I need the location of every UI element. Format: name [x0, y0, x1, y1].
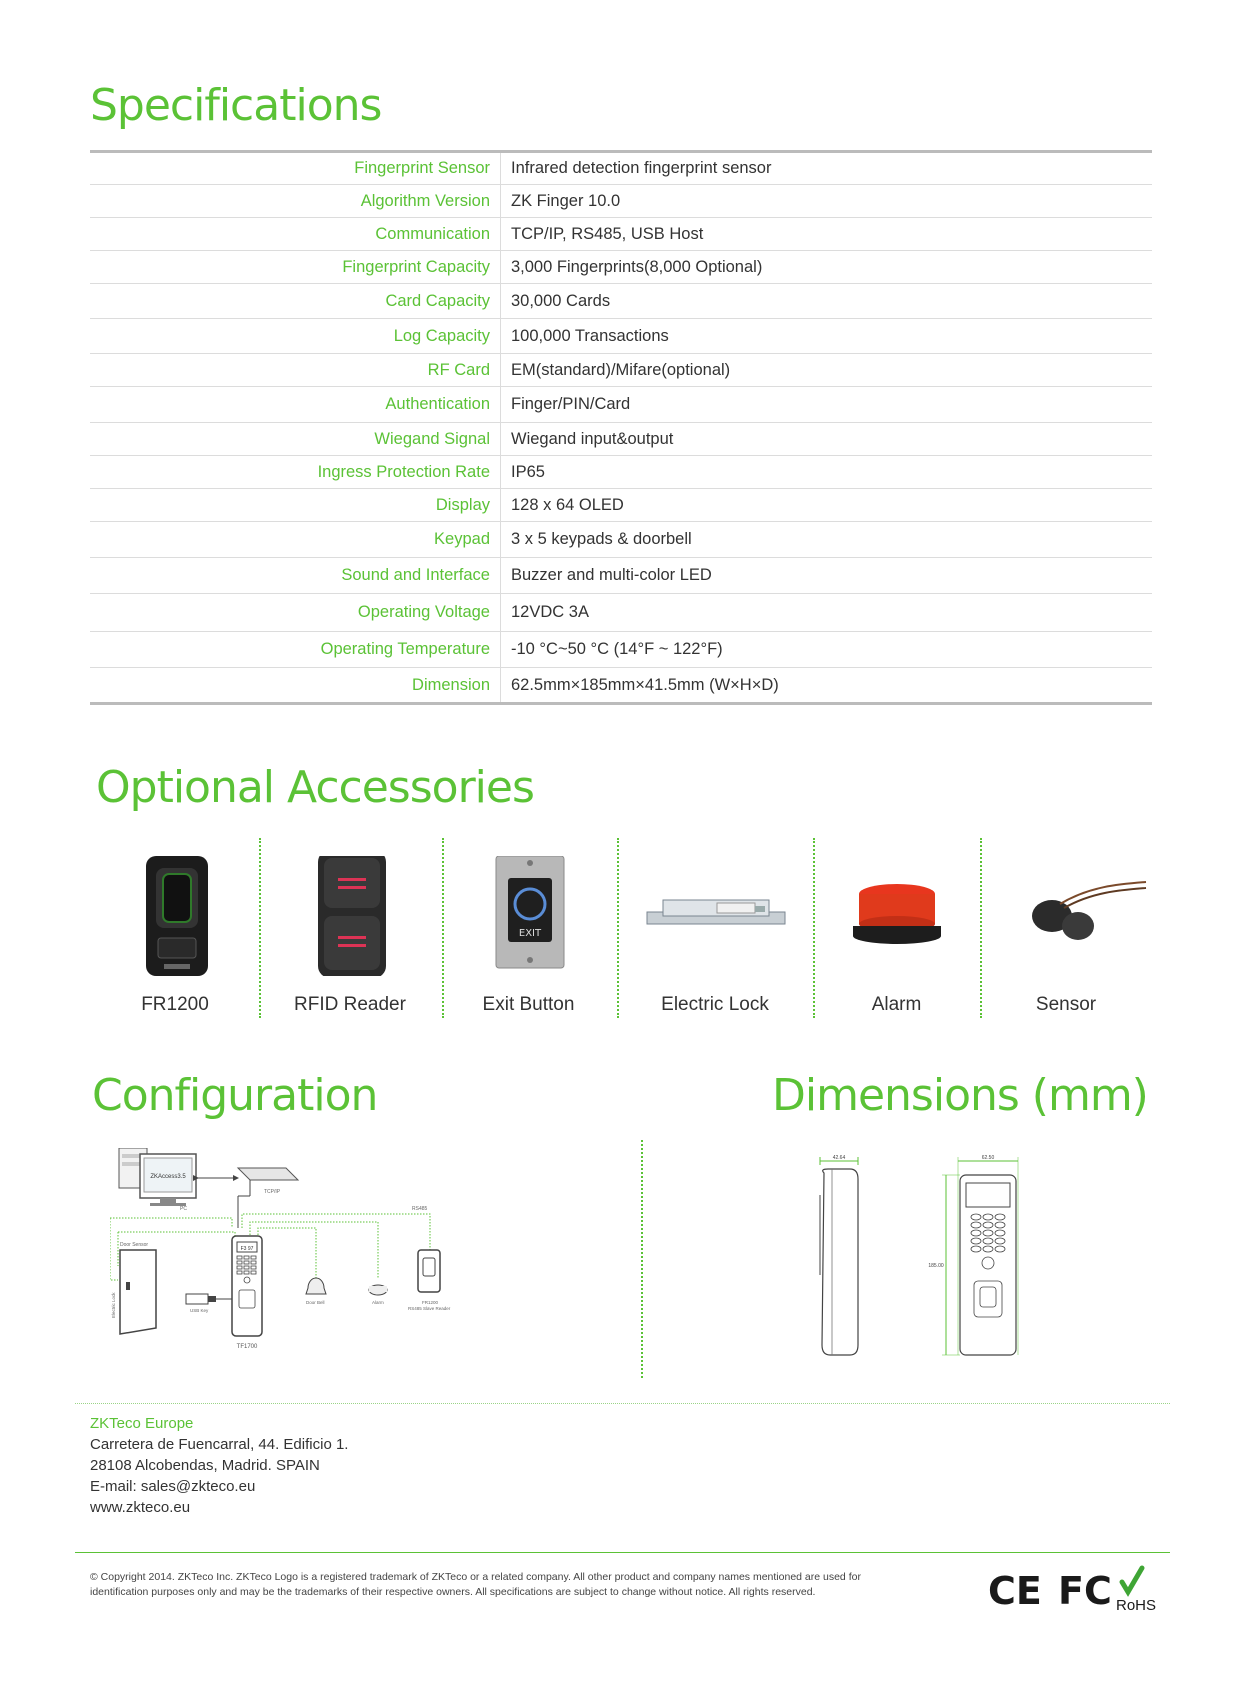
door-sensor-label: Door Sensor — [120, 1242, 149, 1248]
spec-value: 3 x 5 keypads & doorbell — [501, 522, 1153, 558]
spec-label: Fingerprint Sensor — [90, 152, 501, 185]
door-bell-label: Door Bell — [306, 1300, 325, 1305]
spec-row — [90, 594, 1152, 632]
spec-label: Card Capacity — [90, 284, 501, 319]
ce-mark-logo: CE — [988, 1569, 1042, 1613]
spec-label: Ingress Protection Rate — [90, 456, 501, 489]
divider — [75, 1552, 1170, 1553]
spec-label: Wiegand Signal — [90, 423, 501, 456]
spec-row — [90, 387, 1152, 423]
configuration-diagram — [110, 1148, 490, 1378]
spec-value: Buzzer and multi-color LED — [501, 558, 1153, 594]
accessory-label: Electric Lock — [661, 994, 769, 1015]
divider — [641, 1140, 643, 1378]
divider — [75, 1403, 1170, 1404]
spec-row — [90, 522, 1152, 558]
accessory-label: RFID Reader — [294, 994, 406, 1015]
spec-row — [90, 218, 1152, 251]
specifications-table — [90, 150, 1152, 705]
spec-row — [90, 251, 1152, 284]
usb-key-label: USB Key — [190, 1308, 209, 1313]
rfid-reader-icon — [260, 856, 440, 976]
dimensions-title: Dimensions (mm) — [772, 1070, 1148, 1121]
slave-reader-label: RS485 Slave Reader — [408, 1306, 451, 1311]
spec-label: RF Card — [90, 354, 501, 387]
spec-row — [90, 632, 1152, 668]
spec-value: 30,000 Cards — [501, 284, 1153, 319]
spec-row — [90, 319, 1152, 354]
spec-row — [90, 354, 1152, 387]
spec-value: EM(standard)/Mifare(optional) — [501, 354, 1153, 387]
spec-value: -10 °C~50 °C (14°F ~ 122°F) — [501, 632, 1153, 668]
spec-row — [90, 185, 1152, 218]
spec-row — [90, 284, 1152, 319]
pc-label: PC — [180, 1206, 187, 1212]
accessory-fr1200 — [90, 836, 260, 1019]
accessory-sensor — [980, 836, 1152, 1019]
spec-value: Finger/PIN/Card — [501, 387, 1153, 423]
spec-label: Operating Voltage — [90, 594, 501, 632]
spec-label: Display — [90, 489, 501, 522]
depth-label: 42.64 — [832, 1155, 846, 1161]
spec-value: TCP/IP, RS485, USB Host — [501, 218, 1153, 251]
spec-value: 128 x 64 OLED — [501, 489, 1153, 522]
website-link[interactable]: www.zkteco.eu — [90, 1499, 191, 1516]
width-label: 62.50 — [981, 1155, 995, 1161]
accessory-electric-lock — [617, 836, 813, 1019]
spec-row — [90, 456, 1152, 489]
company-name: ZKTeco Europe — [90, 1415, 194, 1432]
specifications-title: Specifications — [90, 80, 382, 131]
spec-value: 100,000 Transactions — [501, 319, 1153, 354]
fingerprint-reader-icon — [90, 856, 260, 976]
electric-lock-label: Electric Lock — [111, 1292, 116, 1318]
dimensions-diagram — [810, 1155, 1070, 1375]
spec-label: Communication — [90, 218, 501, 251]
spec-value: IP65 — [501, 456, 1153, 489]
spec-label: Fingerprint Capacity — [90, 251, 501, 284]
height-label: 185.00 — [928, 1263, 944, 1269]
door-sensor-icon — [980, 856, 1152, 976]
spec-value: 62.5mm×185mm×41.5mm (W×H×D) — [511, 675, 779, 694]
spec-row — [90, 489, 1152, 522]
configuration-title: Configuration — [92, 1070, 378, 1121]
spec-value: ZK Finger 10.0 — [501, 185, 1153, 218]
fc-mark-logo: FC — [1058, 1569, 1112, 1613]
rs485-label: RS485 — [412, 1206, 428, 1212]
spec-value: Wiegand input&output — [501, 423, 1153, 456]
spec-label: Operating Temperature — [90, 632, 501, 668]
accessories-list — [90, 836, 1152, 1019]
spec-value: Infrared detection fingerprint sensor — [501, 152, 1153, 185]
accessory-label: Exit Button — [482, 994, 575, 1015]
pc-screen-label: ZKAccess3.5 — [150, 1174, 186, 1180]
device-display-label: F3 97 — [240, 1246, 254, 1252]
exit-button-icon — [440, 856, 617, 976]
spec-label: Keypad — [90, 522, 501, 558]
spec-row — [90, 558, 1152, 594]
spec-value: 3,000 Fingerprints(8,000 Optional) — [501, 251, 1153, 284]
accessory-label: Alarm — [871, 994, 922, 1015]
certification-logos — [988, 1562, 1168, 1614]
spec-label: Authentication — [90, 387, 501, 423]
spec-value: 12VDC 3A — [501, 594, 1153, 632]
spec-label: Algorithm Version — [90, 185, 501, 218]
network-label: TCP/IP — [264, 1189, 281, 1195]
device-label: TF1700 — [236, 1344, 258, 1350]
spec-row — [90, 423, 1152, 456]
spec-row — [90, 668, 1152, 704]
alarm-label: Alarm — [372, 1300, 384, 1305]
accessories-title: Optional Accessories — [96, 762, 534, 813]
spec-label: Sound and Interface — [90, 558, 501, 594]
accessory-label: Sensor — [1035, 994, 1097, 1015]
spec-label: Dimension — [90, 668, 501, 704]
accessory-label: FR1200 — [141, 994, 209, 1015]
contact-block — [90, 1413, 348, 1518]
copyright-text: © Copyright 2014. ZKTeco Inc. ZKTeco Logo is a registered trademark of ZKTeco or a related company. All other product and company names mentioned are used for identification purposes only and may be the trademarks of their respective owners. All specifications are subject to change without notice. All rights reserved. — [90, 1571, 861, 1598]
electric-lock-icon — [617, 856, 813, 976]
accessory-alarm — [813, 836, 980, 1019]
svg-text:EXIT: EXIT — [518, 928, 542, 939]
spec-row — [90, 152, 1152, 185]
accessory-exit-button — [440, 836, 617, 1019]
rohs-logo: RoHS — [1116, 1597, 1157, 1614]
alarm-icon — [813, 856, 980, 976]
spec-label: Log Capacity — [90, 319, 501, 354]
address-line: 28108 Alcobendas, Madrid. SPAIN — [90, 1457, 320, 1474]
address-line: Carretera de Fuencarral, 44. Edificio 1. — [90, 1436, 349, 1453]
email-text: E-mail: sales@zkteco.eu — [90, 1478, 256, 1495]
accessory-rfid-reader — [260, 836, 440, 1019]
slave-reader-model-label: FR1200 — [422, 1300, 439, 1305]
